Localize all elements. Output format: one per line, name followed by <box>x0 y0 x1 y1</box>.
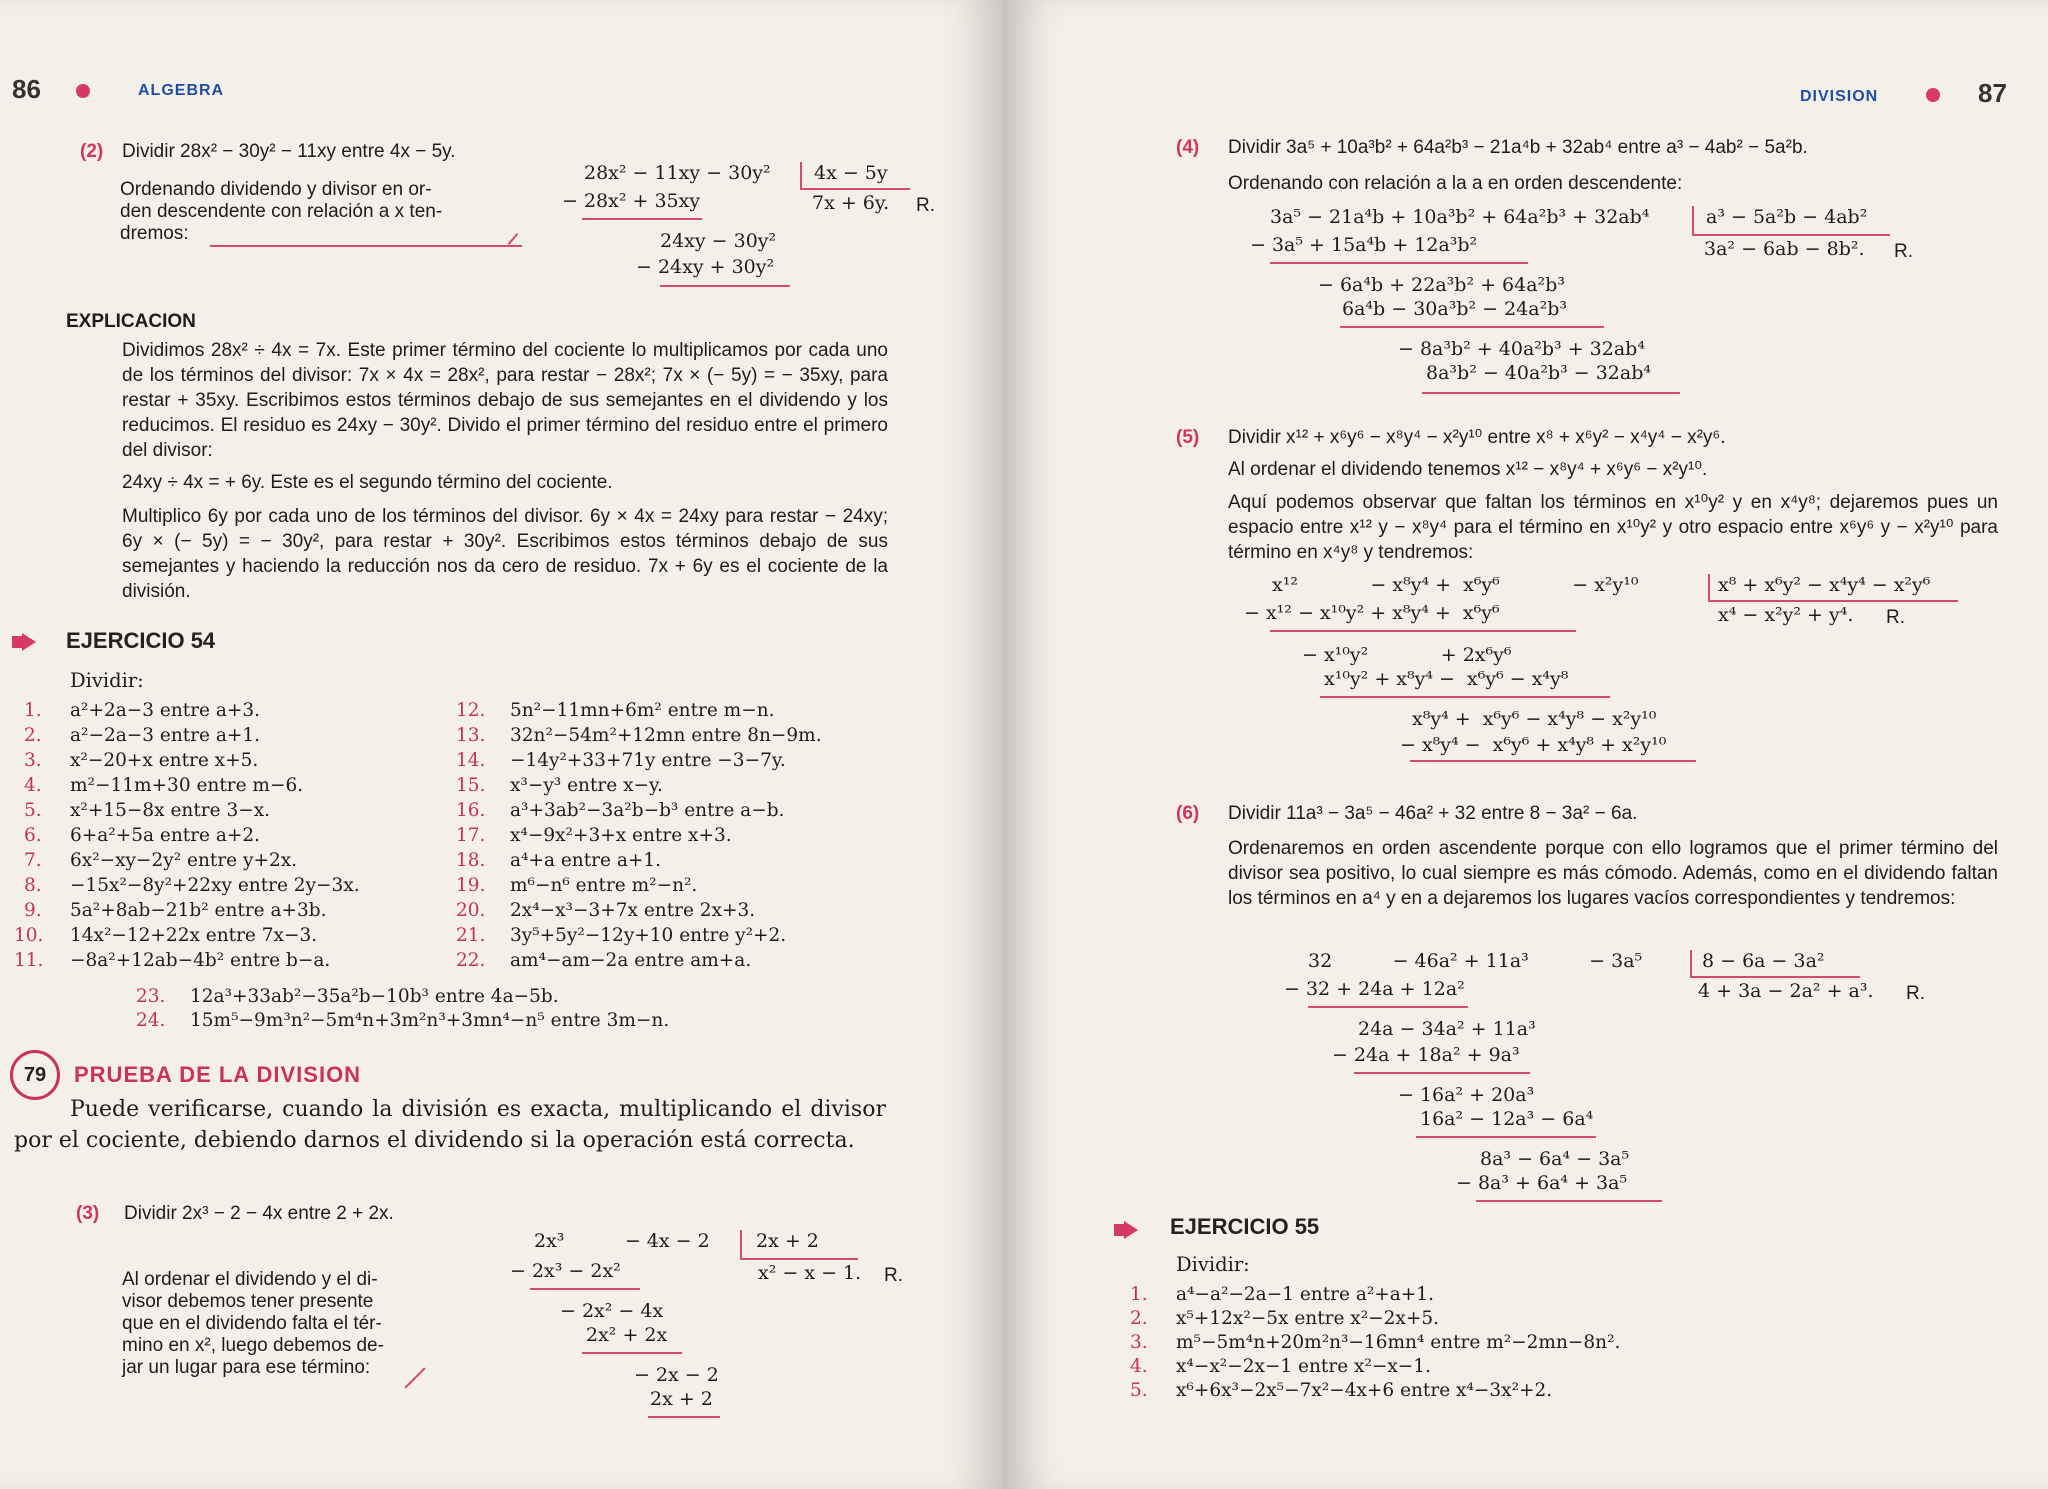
exercise-item: x²−20+x entre x+5. <box>70 750 259 771</box>
exercise-item: x³−y³ entre x−y. <box>510 775 663 796</box>
exercise-item: −14y²+33+71y entre −3−7y. <box>510 750 786 771</box>
explanation-heading: EXPLICACION <box>66 311 196 332</box>
divisor-underline <box>740 1258 858 1260</box>
example-number: (2) <box>80 141 104 162</box>
exercise-title: EJERCICIO 54 <box>66 628 216 653</box>
item-number: 24. <box>136 1010 166 1031</box>
example-note-line: Ordenando dividendo y divisor en or- <box>120 179 432 200</box>
division-row: 2x + 2 <box>650 1388 713 1410</box>
running-head-left: ALGEBRA <box>138 82 225 99</box>
item-number: 5. <box>1130 1380 1148 1401</box>
division-row: − 16a² + 20a³ <box>1398 1084 1535 1106</box>
quotient: 3a² − 6ab − 8b². <box>1704 238 1865 260</box>
exercise-item: a⁴−a²−2a−1 entre a²+a+1. <box>1176 1284 1434 1305</box>
example-note-line: dremos: <box>120 223 189 244</box>
running-head-right: DIVISION <box>1800 88 1879 105</box>
exercise-item: 15m⁵−9m³n²−5m⁴n+3m²n³+3mn⁴−n⁵ entre 3m−n. <box>190 1010 670 1031</box>
quotient: 4 + 3a − 2a² + a³. <box>1698 980 1874 1002</box>
exercise-intro: Dividir: <box>70 669 144 692</box>
exercise-item: 32n²−54m²+12mn entre 8n−9m. <box>510 725 822 746</box>
item-number: 3. <box>1130 1332 1148 1353</box>
division-row: 16a² − 12a³ − 6a⁴ <box>1420 1108 1594 1130</box>
item-number: 9. <box>24 900 42 921</box>
item-number: 11. <box>14 950 44 971</box>
item-number: 2. <box>24 725 42 746</box>
quotient: x² − x − 1. <box>758 1262 862 1284</box>
item-number: 2. <box>1130 1308 1148 1329</box>
divisor-bracket <box>740 1230 742 1258</box>
explanation-paragraph: 24xy ÷ 4x = + 6y. Este es el segundo término del cociente. <box>122 472 613 493</box>
example-statement: Dividir 28x² − 30y² − 11xy entre 4x − 5y. <box>122 141 456 162</box>
example-note-line: visor debemos tener presente <box>122 1291 374 1312</box>
exercise-item: −15x²−8y²+22xy entre 2y−3x. <box>70 875 360 896</box>
result-marker: R. <box>1894 241 1913 262</box>
exercise-item: m⁶−n⁶ entre m²−n². <box>510 875 698 896</box>
header-dot-left <box>76 84 90 98</box>
division-row: 8a³ − 6a⁴ − 3a⁵ <box>1480 1148 1630 1170</box>
exercise-item: 2x⁴−x³−3+7x entre 2x+3. <box>510 900 756 921</box>
division-row: − 32 + 24a + 12a² <box>1284 978 1465 1000</box>
item-number: 1. <box>24 700 42 721</box>
division-row: − x¹⁰y² + 2x⁶y⁶ <box>1302 644 1512 666</box>
subtract-line <box>1476 1200 1662 1202</box>
quotient: 7x + 6y. <box>812 192 890 214</box>
divisor-bracket <box>1692 206 1694 234</box>
divisor-bracket <box>1708 574 1710 602</box>
item-number: 12. <box>456 700 486 721</box>
item-number: 19. <box>456 875 486 896</box>
arrow-icon <box>1124 1221 1138 1239</box>
division-row: − 24a + 18a² + 9a³ <box>1332 1044 1520 1066</box>
result-marker: R. <box>1906 983 1925 1004</box>
example-note-line: que en el dividendo falta el tér- <box>122 1313 382 1334</box>
quotient: x⁴ − x²y² + y⁴. <box>1718 604 1854 626</box>
subtract-line <box>582 1352 682 1354</box>
item-number: 4. <box>1130 1356 1148 1377</box>
divisor-underline <box>1690 976 1860 978</box>
example-note-line: mino en x², luego debemos de- <box>122 1335 384 1356</box>
exercise-marker-icon <box>1114 1224 1124 1236</box>
example-note-line: Al ordenar el dividendo y el di- <box>122 1269 378 1290</box>
exercise-item: 14x²−12+22x entre 7x−3. <box>70 925 318 946</box>
pointer-tick <box>508 233 519 245</box>
subtract-line <box>1422 392 1680 394</box>
exercise-item: x²+15−8x entre 3−x. <box>70 800 271 821</box>
exercise-item: x⁴−9x²+3+x entre x+3. <box>510 825 732 846</box>
subtract-line <box>1308 1006 1468 1008</box>
explanation-paragraph: Multiplico 6y por cada uno de los términos del divisor. 6y × 4x = 24xy para restar − 24xy; 6y × (− 5y) = − 30y², para restar + 30y². Escribimos estos términos debajo de sus semejantes y haciendo la reducción nos da cero de residuo. 7x + 6y es el cociente de la división. <box>122 506 888 602</box>
division-row: x⁸y⁴ + x⁶y⁶ − x⁴y⁸ − x²y¹⁰ <box>1412 708 1657 730</box>
example-note-line: jar un lugar para ese término: <box>122 1357 371 1378</box>
item-number: 3. <box>24 750 42 771</box>
division-row: − x⁸y⁴ − x⁶y⁶ + x⁴y⁸ + x²y¹⁰ <box>1400 734 1667 756</box>
exercise-item: 6x²−xy−2y² entre y+2x. <box>70 850 298 871</box>
subtract-line <box>1410 760 1696 762</box>
example-statement: Dividir x¹² + x⁶y⁶ − x⁸y⁴ − x²y¹⁰ entre x⁸ + x⁶y² − x⁴y⁴ − x²y⁶. <box>1228 427 1726 448</box>
division-row: 6a⁴b − 30a³b² − 24a²b³ <box>1342 298 1567 320</box>
exercise-item: m²−11m+30 entre m−6. <box>70 775 304 796</box>
item-number: 21. <box>456 925 486 946</box>
subtract-line <box>582 218 702 220</box>
section-number-badge: 79 <box>10 1050 60 1100</box>
example-number: (6) <box>1176 803 1200 824</box>
exercise-item: 5a²+8ab−21b² entre a+3b. <box>70 900 327 921</box>
exercise-item: −8a²+12ab−4b² entre b−a. <box>70 950 331 971</box>
exercise-item: x⁴−x²−2x−1 entre x²−x−1. <box>1176 1356 1431 1377</box>
exercise-item: a²+2a−3 entre a+3. <box>70 700 261 721</box>
result-marker: R. <box>916 195 935 216</box>
page-number-left: 86 <box>12 74 41 104</box>
division-row: − x¹² − x¹⁰y² + x⁸y⁴ + x⁶y⁶ <box>1244 602 1500 624</box>
division-row: 32 − 46a² + 11a³ − 3a⁵ <box>1308 950 1643 972</box>
exercise-item: am⁴−am−2a entre am+a. <box>510 950 752 971</box>
item-number: 10. <box>14 925 44 946</box>
division-row: − 2x² − 4x <box>560 1300 664 1322</box>
exercise-item: 12a³+33ab²−35a²b−10b³ entre 4a−5b. <box>190 986 559 1007</box>
example-paragraph: Aquí podemos observar que faltan los términos en x¹⁰y² y en x⁴y⁸; dejaremos pues un espacio entre x¹² y − x⁸y⁴ para el término en x¹⁰y² y otro espacio entre x⁶y⁶ y − x²y¹⁰ para término en x⁴y⁸ y tendremos: <box>1228 492 1998 563</box>
division-row: x¹² − x⁸y⁴ + x⁶y⁶ − x²y¹⁰ <box>1272 574 1639 596</box>
example-statement: Dividir 11a³ − 3a⁵ − 46a² + 32 entre 8 − 3a² − 6a. <box>1228 803 1638 824</box>
divisor-bracket <box>800 162 802 190</box>
section-title: PRUEBA DE LA DIVISION <box>74 1062 362 1087</box>
division-row: 24xy − 30y² <box>660 230 777 252</box>
exercise-item: x⁶+6x³−2x⁵−7x²−4x+6 entre x⁴−3x²+2. <box>1176 1380 1553 1401</box>
item-number: 16. <box>456 800 486 821</box>
divisor-underline <box>1708 600 1958 602</box>
header-dot-right <box>1926 88 1940 102</box>
divisor-bracket <box>1690 950 1692 978</box>
division-row: − 3a⁵ + 15a⁴b + 12a³b² <box>1250 234 1478 256</box>
exercise-item: a³+3ab²−3a²b−b³ entre a−b. <box>510 800 785 821</box>
exercise-item: 3y⁵+5y²−12y+10 entre y²+2. <box>510 925 787 946</box>
left-page <box>0 0 1002 1489</box>
divisor: 4x − 5y <box>814 162 888 184</box>
item-number: 7. <box>24 850 42 871</box>
subtract-line <box>1270 630 1576 632</box>
divisor-underline <box>800 188 910 190</box>
subtract-line <box>660 285 790 287</box>
item-number: 1. <box>1130 1284 1148 1305</box>
right-page <box>1002 0 2048 1489</box>
subtract-line <box>1320 696 1610 698</box>
item-number: 13. <box>456 725 486 746</box>
example-line: Ordenando con relación a la a en orden descendente: <box>1228 173 1683 194</box>
example-statement: Dividir 3a⁵ + 10a³b² + 64a²b³ − 21a⁴b + 32ab⁴ entre a³ − 4ab² − 5a²b. <box>1228 137 1808 158</box>
item-number: 17. <box>456 825 486 846</box>
division-row: − 6a⁴b + 22a³b² + 64a²b³ <box>1318 274 1565 296</box>
result-marker: R. <box>1886 607 1905 628</box>
division-row: − 2x³ − 2x² <box>510 1260 621 1282</box>
example-number: (4) <box>1176 137 1200 158</box>
division-row: x¹⁰y² + x⁸y⁴ − x⁶y⁶ − x⁴y⁸ <box>1324 668 1569 690</box>
example-number: (3) <box>76 1203 100 1224</box>
division-row: − 28x² + 35xy <box>562 190 701 212</box>
division-row: 8a³b² − 40a²b³ − 32ab⁴ <box>1426 362 1651 384</box>
result-marker: R. <box>884 1265 903 1286</box>
item-number: 18. <box>456 850 486 871</box>
item-number: 6. <box>24 825 42 846</box>
item-number: 22. <box>456 950 486 971</box>
item-number: 14. <box>456 750 486 771</box>
example-number: (5) <box>1176 427 1200 448</box>
page-number-right: 87 <box>1978 78 2007 108</box>
item-number: 4. <box>24 775 42 796</box>
item-number: 20. <box>456 900 486 921</box>
division-row: − 2x − 2 <box>634 1364 719 1386</box>
exercise-intro: Dividir: <box>1176 1253 1250 1276</box>
example-line: Al ordenar el dividendo tenemos x¹² − x⁸y⁴ + x⁶y⁶ − x²y¹⁰. <box>1228 459 1708 480</box>
example-statement: Dividir 2x³ − 2 − 4x entre 2 + 2x. <box>124 1203 394 1224</box>
divisor: 8 − 6a − 3a² <box>1702 950 1825 972</box>
division-row: 24a − 34a² + 11a³ <box>1358 1018 1536 1040</box>
division-row: 2x³ − 4x − 2 <box>534 1230 710 1252</box>
pointer-line <box>210 245 522 247</box>
division-row: − 8a³b² + 40a²b³ + 32ab⁴ <box>1398 338 1645 360</box>
exercise-item: a²−2a−3 entre a+1. <box>70 725 261 746</box>
item-number: 5. <box>24 800 42 821</box>
example-note-line: den descendente con relación a x ten- <box>120 201 443 222</box>
subtract-line <box>1270 262 1528 264</box>
subtract-line <box>1340 326 1604 328</box>
example-paragraph: Ordenaremos en orden ascendente porque con ello logramos que el primer término del divisor sea positivo, lo cual siempre es más cómodo. Además, como en el dividendo faltan los términos en a⁴ y en a dejaremos los lugares vacíos correspondientes y tendremos: <box>1228 838 1998 909</box>
exercise-item: 6+a²+5a entre a+2. <box>70 825 261 846</box>
explanation-paragraph: Dividimos 28x² ÷ 4x = 7x. Este primer término del cociente lo multiplicamos por cada uno de los términos del divisor: 7x × 4x = 28x², para restar − 28x²; 7x × (− 5y) = − 35xy, para restar + 35xy. Escribimos estos términos debajo de sus semejantes en el dividendo y los reducimos. El residuo es 24xy − 30y². Divido el primer término del residuo entre el primero del divisor: <box>122 340 888 461</box>
exercise-marker-icon <box>12 636 22 648</box>
exercise-item: m⁵−5m⁴n+20m²n³−16mn⁴ entre m²−2mn−8n². <box>1176 1332 1621 1353</box>
exercise-item: a⁴+a entre a+1. <box>510 850 662 871</box>
division-row: 2x² + 2x <box>586 1324 668 1346</box>
item-number: 8. <box>24 875 42 896</box>
subtract-line <box>1416 1136 1596 1138</box>
divisor: x⁸ + x⁶y² − x⁴y⁴ − x²y⁶ <box>1718 574 1931 596</box>
exercise-title: EJERCICIO 55 <box>1170 1214 1320 1239</box>
exercise-item: x⁵+12x²−5x entre x²−2x+5. <box>1176 1308 1440 1329</box>
subtract-line <box>530 1288 640 1290</box>
subtract-line <box>648 1416 720 1418</box>
division-row: − 24xy + 30y² <box>636 256 775 278</box>
section-text: Puede verificarse, cuando la división es exacta, multiplicando el divisor por el cociente, debiendo darnos el dividendo si la operación está correcta. <box>14 1097 886 1153</box>
division-row: − 8a³ + 6a⁴ + 3a⁵ <box>1456 1172 1628 1194</box>
divisor: a³ − 5a²b − 4ab² <box>1706 206 1868 228</box>
pointer-line <box>404 1367 425 1388</box>
item-number: 15. <box>456 775 486 796</box>
item-number: 23. <box>136 986 166 1007</box>
subtract-line <box>1354 1072 1530 1074</box>
exercise-item: 5n²−11mn+6m² entre m−n. <box>510 700 775 721</box>
arrow-icon <box>22 633 36 651</box>
divisor-underline <box>1692 234 1890 236</box>
division-row: 3a⁵ − 21a⁴b + 10a³b² + 64a²b³ + 32ab⁴ <box>1270 206 1650 228</box>
divisor: 2x + 2 <box>756 1230 819 1252</box>
division-row: 28x² − 11xy − 30y² <box>584 162 771 184</box>
